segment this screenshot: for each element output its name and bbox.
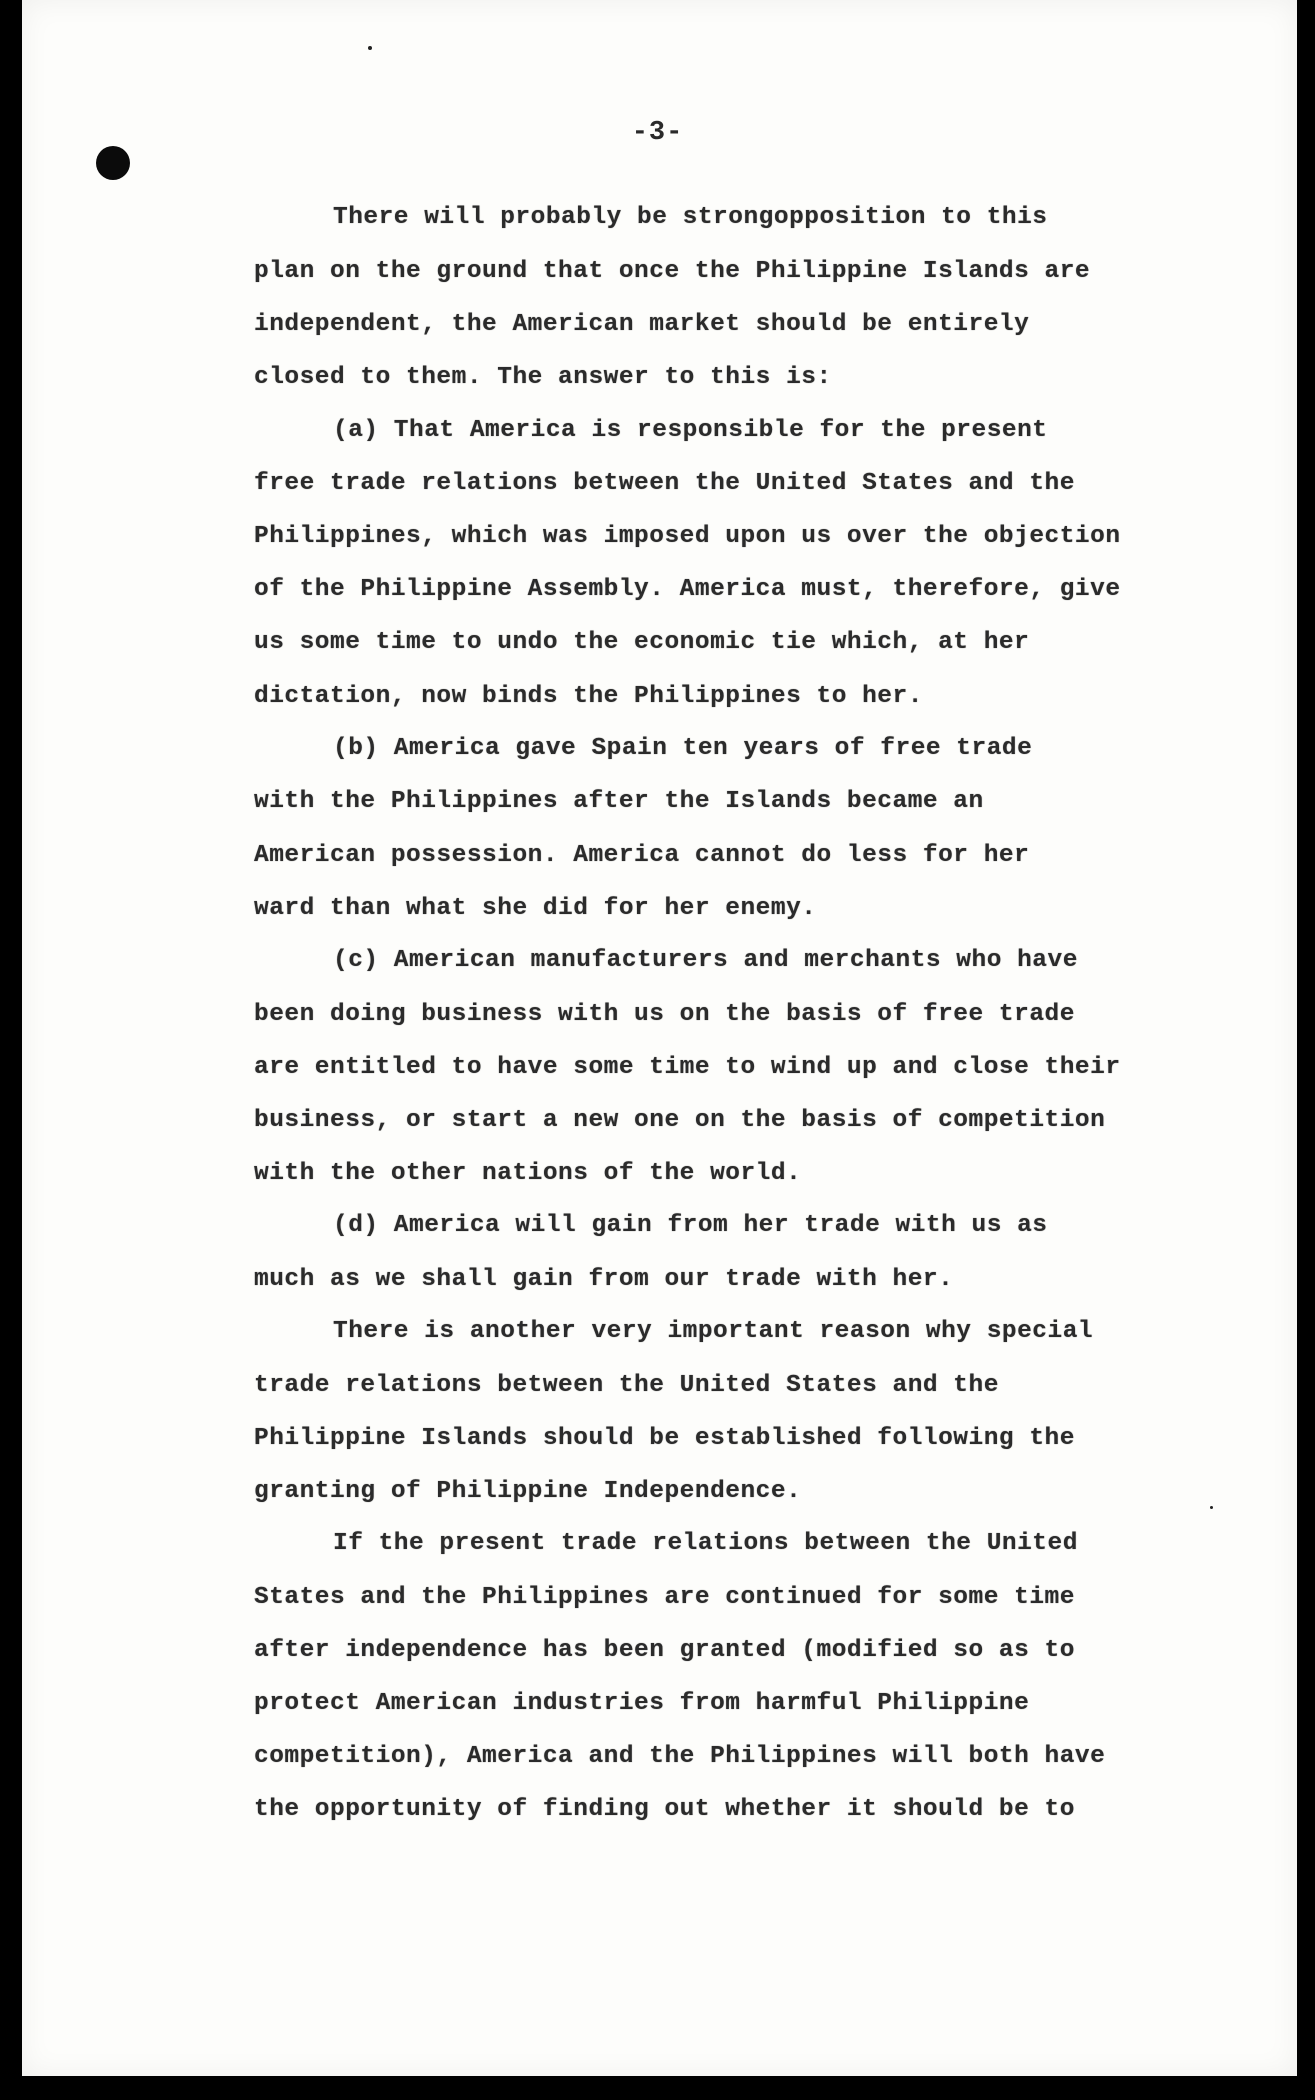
text-line: of the Philippine Assembly. America must, therefore, give — [254, 576, 1121, 603]
text-line: after independence has been granted (modified so as to — [254, 1637, 1075, 1664]
text-line: There is another very important reason why special — [333, 1318, 1094, 1345]
text-line: with the other nations of the world. — [254, 1160, 802, 1187]
text-line: much as we shall gain from our trade with her. — [254, 1266, 954, 1293]
text-line: plan on the ground that once the Philippine Islands are — [254, 258, 1091, 285]
page-number: -3- — [631, 118, 684, 148]
text-line: trade relations between the United States and the — [254, 1372, 999, 1399]
text-line: the opportunity of finding out whether it should be to — [254, 1796, 1075, 1823]
text-line: closed to them. The answer to this is: — [254, 364, 832, 391]
ink-speck — [368, 46, 372, 50]
text-line: protect American industries from harmful Philippine — [254, 1690, 1030, 1717]
text-line: competition), America and the Philippines will both have — [254, 1743, 1106, 1770]
text-line: American possession. America cannot do less for her — [254, 842, 1030, 869]
text-line: If the present trade relations between the United — [333, 1530, 1078, 1557]
text-line: There will probably be strongopposition to this — [333, 204, 1048, 231]
text-line: (b) America gave Spain ten years of free trade — [333, 735, 1033, 762]
text-line: (c) American manufacturers and merchants who have — [333, 947, 1078, 974]
text-line: granting of Philippine Independence. — [254, 1478, 802, 1505]
text-line: independent, the American market should be entirely — [254, 311, 1030, 338]
punch-hole — [96, 146, 130, 180]
text-line: business, or start a new one on the basis of competition — [254, 1107, 1106, 1134]
text-line: (d) America will gain from her trade with us as — [333, 1212, 1048, 1239]
text-line: free trade relations between the United States and the — [254, 470, 1075, 497]
text-line: Philippine Islands should be established following the — [254, 1425, 1075, 1452]
ink-speck — [1210, 1506, 1213, 1509]
text-line: dictation, now binds the Philippines to her. — [254, 683, 923, 710]
text-line: us some time to undo the economic tie which, at her — [254, 629, 1030, 656]
text-line: been doing business with us on the basis of free trade — [254, 1001, 1075, 1028]
text-line: with the Philippines after the Islands became an — [254, 788, 984, 815]
text-line: are entitled to have some time to wind up and close their — [254, 1054, 1121, 1081]
text-line: (a) That America is responsible for the present — [333, 417, 1048, 444]
text-line: ward than what she did for her enemy. — [254, 895, 817, 922]
text-line: States and the Philippines are continued for some time — [254, 1584, 1075, 1611]
text-line: Philippines, which was imposed upon us over the objection — [254, 523, 1121, 550]
